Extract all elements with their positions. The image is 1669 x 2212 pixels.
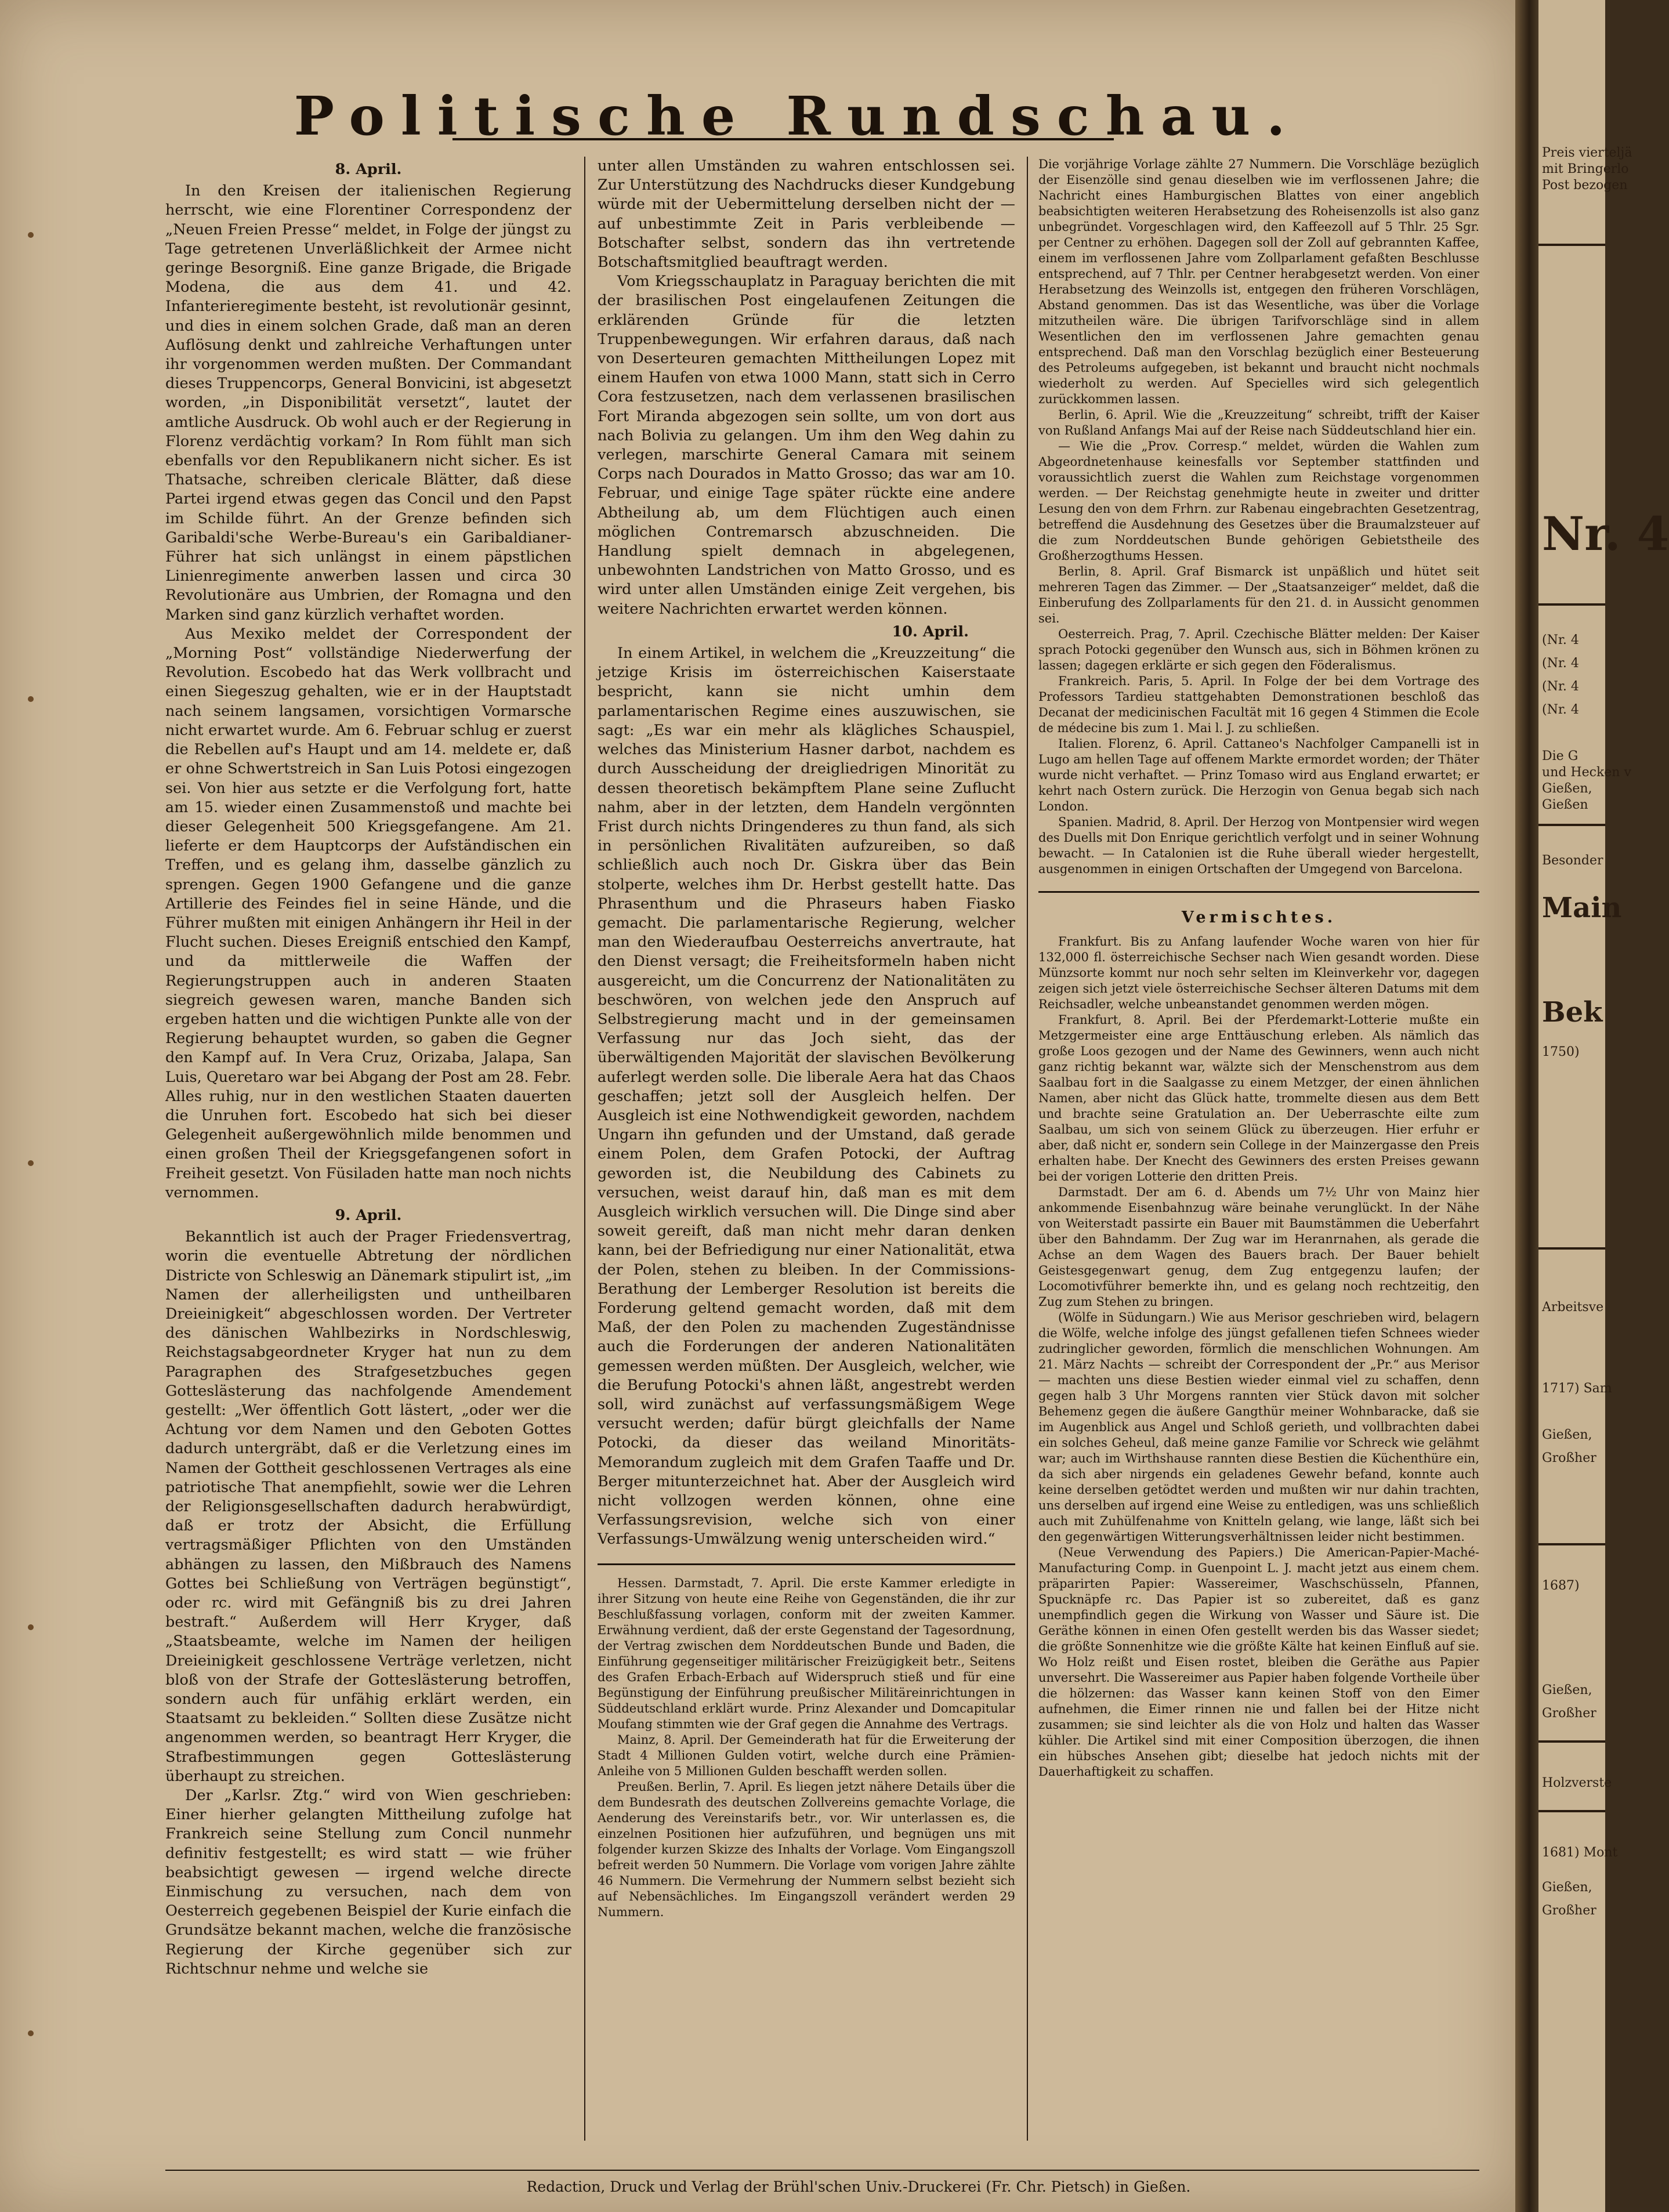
article-column-1 [165,157,571,2170]
adjacent-page-rule [1538,1543,1605,1545]
adjacent-page-text: Post bezogen [1542,178,1628,193]
article-paragraph: Oesterreich. Prag, 7. April. Czechische Blätter melden: Der Kaiser sprach Potocki gegenüber den Wunsch aus, sich in Böhmen krönen zu lassen; dagegen erklärte er sich gegen den Föderalismus. [1038,627,1479,672]
adjacent-page-rule [1538,1740,1605,1743]
binding-margin [23,0,41,2212]
column-rule [584,157,585,2141]
adjacent-page-text: Bek [1542,996,1603,1029]
dateline: 9. April. [335,1206,402,1224]
adjacent-page-text: 1687) [1542,1579,1580,1593]
article-paragraph: Mainz, 8. April. Der Gemeinderath hat für die Erweiterung der Stadt 4 Millionen Gulden votirt, welche durch eine Prämien-Anleihe von 5 Millionen Gulden beschafft werden sollen. [598,1732,1015,1778]
adjacent-page-text: Main [1542,892,1622,924]
adjacent-page-text: Gießen [1542,798,1588,812]
article-paragraph: Der „Karlsr. Ztg.“ wird von Wien geschrieben: Einer hierher gelangten Mittheilung zufolge hat Frankreich seine Stellung zum Concil nunmehr definitiv festgestellt; es wird statt — wie früher beabsichtigt gewesen — irgend welche directe Einmischung zu versuchen, nach dem von Oesterreich gegebenen Beispiel der Kurie einfach die Grundsätze bekannt machen, welche die französische Regierung der Kirche gegenüber sich zur Richtschnur nehme und welche sie [165,1787,571,1978]
adjacent-page-text: Gießen, [1542,1428,1592,1442]
section-heading: Vermischtes. [1181,908,1337,926]
column-rule [1027,157,1028,2141]
article-column-2 [598,157,1015,2170]
article-paragraph: Frankfurt. Bis zu Anfang laufender Woche waren von hier für 132,000 fl. österreichische Sechser nach Wien gesandt worden. Diese Münzsorte kommt nur noch sehr selten im Kleinverkehr vor, dagegen zeigen sich jetzt viele österreichische Sechser älteren Datums mit dem Reichsadler, welche unbeanstandet genommen werden mögen. [1038,935,1479,1012]
section-divider [1038,891,1479,893]
article-paragraph: (Neue Verwendung des Papiers.) Die American-Papier-Maché-Manufacturing Comp. in Guenpoint L. J. macht jetzt aus einem chem. präparirten Papier: Wassereimer, Waschschüsseln, Pfannen, Spucknäpfe rc. Das Papier ist so zubereitet, daß es ganz unempfindlich gegen die Wirkung von Wasser und Säure ist. Die Geräthe können in einen Ofen gestellt werden bis das Wasser siedet; die größte Sonnenhitze wie die größte Kälte hat keinen Einfluß auf sie. Wo Holz reißt und Eisen rostet, bleiben die Geräthe aus Papier unversehrt. Die Wassereimer aus Papier haben folgende Vortheile über die hölzernen: das Wasser kann keinen Stoff von den Eimer aufnehmen, die Eimer rinnen nie und fallen bei der Hitze nicht zusammen; sie sind leichter als die von Holz und halten das Wasser kühler. Die Artikel sind mit einer Composition überzogen, die ihnen ein hübsches Ansehen gibt; dieselbe hat jedoch nichts mit der Dauerhaftigkeit zu schaffen. [1038,1545,1479,1779]
article-paragraph: (Wölfe in Südungarn.) Wie aus Merisor geschrieben wird, belagern die Wölfe, welche infolge des jüngst gefallenen tiefen Schnees wieder zudringlicher geworden, förmlich die menschlichen Wohnungen. Am 21. März Nachts — schreibt der Correspondent der „Pr.“ aus Merisor — machten uns diese Bestien wieder einmal viel zu schaffen, denn gegen halb 3 Uhr Morgens rannten vier Stück davon mit solcher Behemenz gegen die äußere Gangthür meiner Wohnbaracke, daß sie im Augenblick aus Angel und Schloß gerieth, und vollbrachten dabei ein solches Geheul, daß meine ganze Familie vor Schreck wie gelähmt war; auch im Wirthshause rannten diese Bestien die Küchenthüre ein, da sich aber nirgends ein geladenes Gewehr befand, konnte auch keine derselben getödtet werden und mußten wir nur dahin trachten, uns derselben auf irgend eine Weise zu entledigen, was uns schließlich auch mit Zuhülfenahme von Knitteln gelang, wie lange, läßt sich bei den gegenwärtigen Witterungsverhältnissen leider nicht bestimmen. [1038,1310,1479,1544]
section-divider [598,1563,1015,1565]
adjacent-page-fragment [1538,0,1669,2212]
adjacent-page-text: (Nr. 4 [1542,703,1579,717]
adjacent-page-text: Großher [1542,1706,1596,1721]
adjacent-page-text: Gießen, [1542,1683,1592,1697]
title-rule [452,138,1114,140]
adjacent-page-rule [1538,603,1605,606]
article-paragraph: Hessen. Darmstadt, 7. April. Die erste Kammer erledigte in ihrer Sitzung von heute eine Reihe von Gegenständen, die ihr zur Beschlußfassung vorlagen, conform mit der zweiten Kammer. Erwähnung verdient, daß der erste Gegenstand der Tagesordnung, der Vertrag zwischen dem Norddeutschen Bunde und Baden, die Einführung gegenseitiger militärischer Freizügigkeit betr., Seitens des Grafen Erbach-Erbach auf Widerspruch stieß und für eine Begünstigung der Einführung preußischer Militäreinrichtungen in Süddeutschland erklärt wurde. Prinz Alexander und Domcapitular Moufang stimmten wie der Graf gegen die Annahme des Vertrags. [598,1576,1015,1731]
article-paragraph: Spanien. Madrid, 8. April. Der Herzog von Montpensier wird wegen des Duells mit Don Enrique gerichtlich verfolgt und in seiner Wohnung bewacht. — In Catalonien ist die Ruhe überall wieder hergestellt, ausgenommen in einigen Ortschaften der Umgegend von Barcelona. [1038,815,1479,876]
article-paragraph: — Wie die „Prov. Corresp.“ meldet, würden die Wahlen zum Abgeordnetenhause keinesfalls vor September stattfinden und voraussichtlich zuerst die Wahlen zum Reichstage vorgenommen werden. — Der Reichstag genehmigte heute in zweiter und dritter Lesung den von dem Frhrn. zur Rabenau eingebrachten Gesetzentrag, betreffend die Ausdehnung des Gesetzes über die Braumalzsteuer auf die zum Norddeutschen Bunde gehörigen Gebietstheile des Großherzogthums Hessen. [1038,439,1479,563]
imprint-footer: Redaction, Druck und Verlag der Brühl'schen Univ.-Druckerei (Fr. Chr. Pietsch) in Gießen. [526,2178,1191,2195]
article-paragraph: Berlin, 6. April. Wie die „Kreuzzeitung“ schreibt, trifft der Kaiser von Rußland Anfangs Mai auf der Reise nach Süddeutschland hier ein. [1038,408,1479,437]
book-gutter [1515,0,1538,2212]
adjacent-page-text: Großher [1542,1451,1596,1465]
article-column-3 [1038,157,1479,2170]
article-paragraph: Frankreich. Paris, 5. April. In Folge der bei dem Vortrage des Professors Tardieu stattgehabten Demonstrationen beschloß das Decanat der medicinischen Facultät mit 16 gegen 4 Stimmen die Ecole de médecine bis zum 1. Mai l. J. zu schließen. [1038,674,1479,735]
adjacent-page-text: und Hecken v [1542,765,1631,780]
adjacent-page-text: Gießen, [1542,1880,1592,1895]
adjacent-page-text: 1750) [1542,1045,1580,1059]
article-paragraph: Darmstadt. Der am 6. d. Abends um 7½ Uhr von Mainz hier ankommende Eisenbahnzug wäre beinahe verunglückt. In der Nähe von Weiterstadt passirte ein Bauer mit Baumstämmen die Ueberfahrt über den Bahndamm. Der Zug war im Heranrnahen, als gerade die Achse an dem Wagen des Bauers brach. Der Bauer behielt Geistesgegenwart genug, dem Zug entgegenzu laufen; der Locomotivführer bemerkte ihn, und es gelang noch rechtzeitig, den Zug zum Stehen zu bringen. [1038,1185,1479,1309]
article-paragraph: In den Kreisen der italienischen Regierung herrscht, wie eine Florentiner Correspondenz der „Neuen Freien Presse“ meldet, in Folge der jüngst zu Tage getretenen Unverläßlichkeit der Armee nicht geringe Besorgniß. Eine ganze Brigade, die Brigade Modena, die aus dem 41. und 42. Infanterieregimente besteht, ist revolutionär gesinnt, und dies in einem solchen Grade, daß man an deren Auflösung denkt und zahlreiche Verhaftungen unter ihr vorgenommen werden mußten. Der Commandant dieses Truppencorps, General Bonvicini, ist abgesetzt worden, „in Disponibilität versetzt“, lautet der amtliche Ausdruck. Ob wohl auch er der Regierung in Florenz verdächtig vorkam? In Rom fühlt man sich ebenfalls vor den Republikanern nicht sicher. Es ist Thatsache, schreiben clericale Blätter, daß diese Partei irgend etwas gegen das Concil und den Papst im Schilde führt. An der Grenze befinden sich Garibaldi'sche Werbe-Bureau's ein Garibaldianer-Führer hat sich unlängst in einem päpstlichen Linienregimente anwerben lassen und circa 30 Revolutionäre aus Umbrien, der Romagna und den Marken sind ganz kürzlich verhaftet worden. [165,182,571,624]
binding-hole [28,1160,34,1166]
adjacent-page-rule [1538,1247,1605,1250]
adjacent-page-text: 1717) Sam [1542,1381,1612,1396]
article-paragraph: unter allen Umständen zu wahren entschlossen sei. Zur Unterstützung des Nachdrucks dieser Kundgebung würde mit der Uebermittelung derselben nicht der — auf unbestimmte Zeit in Paris verbleibende — Botschafter selbst, sondern das ihn vertretende Botschaftsmitglied beauftragt werden. [598,157,1015,271]
article-paragraph: Preußen. Berlin, 7. April. Es liegen jetzt nähere Details über die dem Bundesrath des deutschen Zollvereins gemachte Vorlage, die Aenderung des Vereinstarifs betr., vor. Wir unterlassen es, die einzelnen Positionen hier aufzuführen, und begnügen uns mit folgender kurzen Skizze des Inhalts der Vorlage. Vom Eingangszoll befreit werden 50 Nummern. Die Vorlage vom vorigen Jahre zählte 46 Nummern. Die Vermehrung der Nummern selbst bezieht sich auf Nebensächliches. Im Eingangszoll verändert werden 29 Nummern. [598,1779,1015,1919]
adjacent-page-text: 1681) Mont [1542,1845,1618,1860]
adjacent-page-text: Gießen, [1542,781,1592,796]
page-title: Politische Rundschau. [294,85,1302,147]
article-paragraph: Die vorjährige Vorlage zählte 27 Nummern. Die Vorschläge bezüglich der Eisenzölle sind genau dieselben wie im verflossenen Jahre; die Nachricht eines Hamburgischen Blattes von einer angeblich beabsichtigten weiteren Herabsetzung des Roheisenzolls ist also ganz unbegründet. Vorgeschlagen wird, den Kaffeezoll auf 5 Thlr. 25 Sgr. per Centner zu erhöhen. Dagegen soll der Zoll auf gebrannten Kaffee, einem im verflossenen Jahre vom Zollparlament gefaßten Beschlusse entsprechend, auf 7 Thlr. per Centner herabgesetzt werden. Von einer Herabsetzung des Weinzolls ist, entgegen den früheren Vorschlägen, Abstand genommen. Das ist das Wesentliche, was über die Vorlage mitzutheilen wäre. Die übrigen Tarifvorschläge sind in allem Wesentlichen den im verflossenen Jahre gemachten genau entsprechend. Daß man den Vorschlag bezüglich einer Besteuerung des Petroleums aufgegeben, ist bekannt und braucht nicht nochmals wiederholt zu werden. Auf Specielles wird sich gelegentlich zurückkommen lassen. [1038,157,1479,406]
article-paragraph: Aus Mexiko meldet der Correspondent der „Morning Post“ vollständige Niederwerfung der Revolution. Escobedo hat das Werk vollbracht und einen Siegeszug gehalten, wie er in der Hauptstadt nach seinem langsamen, vorsichtigen Vormarsche nicht erwartet wurde. Am 6. Februar schlug er zuerst die Rebellen auf's Haupt und am 14. meldete er, daß er ohne Schwertstreich in San Luis Potosi eingezogen sei. Von hier aus setzte er die Verfolgung fort, hatte am 15. wieder einen Zusammenstoß und machte bei dieser Gelegenheit 500 Kriegsgefangene. Am 21. lieferte er dem Hauptcorps der Aufständischen ein Treffen, und es gelang ihm, dasselbe gänzlich zu sprengen. Gegen 1900 Gefangene und die ganze Artillerie des Feindes fiel in seine Hände, und die Führer mußten mit einigen Anhängern ihr Heil in der Flucht suchen. Dieses Ereigniß entschied den Kampf, und da mittlerweile die Waffen der Regierungstruppen auch in anderen Staaten siegreich gewesen waren, manche Banden sich ergeben hatten und die wichtigen Punkte alle von der Regierung behauptet wurden, so gaben die Gegner den Kampf auf. In Vera Cruz, Orizaba, Jalapa, San Luis, Queretaro war bei Abgang der Post am 28. Febr. Alles ruhig, nur in den westlichen Staaten dauerten die Unruhen fort. Escobedo hat sich bei dieser Gelegenheit außergewöhnlich milde benommen und einen großen Theil der Kriegsgefangenen sofort in Freiheit gesetzt. Von Füsiladen hatte man noch nichts vernommen. [165,625,571,1201]
adjacent-page-rule [1538,824,1605,826]
adjacent-page-text: mit Bringerlo [1542,162,1629,176]
footer-rule [165,2170,1479,2171]
article-paragraph: Berlin, 8. April. Graf Bismarck ist unpäßlich und hütet seit mehreren Tagen das Zimmer. — Der „Staatsanzeiger“ meldet, daß die Einberufung des Zollparlaments für den 21. d. in Aussicht genommen sei. [1038,564,1479,625]
adjacent-page-text: Großher [1542,1903,1596,1918]
binding-hole [28,2030,34,2036]
adjacent-page-text: Die G [1542,749,1579,763]
dateline: 8. April. [335,161,402,178]
binding-hole [28,696,34,702]
adjacent-page-rule [1538,1810,1605,1812]
adjacent-page-text: Nr. 4 [1542,506,1669,561]
adjacent-page-text: (Nr. 4 [1542,633,1579,647]
adjacent-page-text: Arbeitsve [1542,1300,1604,1315]
adjacent-page-text: (Nr. 4 [1542,679,1579,694]
article-paragraph: In einem Artikel, in welchem die „Kreuzzeitung“ die jetzige Krisis im österreichischen Kaiserstaate bespricht, kann sie nicht umhin dem parlamentarischen Regime eines auszuwischen, sie sagt: „Es war ein mehr als klägliches Schauspiel, welches das Ministerium Hasner darbot, nachdem es durch Ausscheidung der dreigliedrigen Minorität zu dessen theoretisch bekämpftem Plane seine Zuflucht nahm, aber in der letzten, dem Handeln vergönnten Frist durch nichts Dringenderes zu thun fand, als sich in persönlichen Rivalitäten aufzureiben, so daß schließlich auch noch Dr. Giskra über das Bein stolperte, welches ihm Dr. Herbst gestellt hatte. Das Phrasenthum und die Phraseurs haben Fiasko gemacht. Die parlamentarische Regierung, welcher man den Wiederaufbau Oesterreichs anvertraute, hat den Dienst versagt; die Freiheitsformeln haben nicht ausgereicht, um die Concurrenz der Nationalitäten zu beschwören, von welchen jede den Anspruch auf Selbstregierung macht und in der gemeinsamen Verfassung nur das Joch sieht, das der überwältigenden Majorität der slavischen Bevölkerung auferlegt werden solle. Die liberale Aera hat das Chaos geschaffen; jetzt soll der Ausgleich helfen. Der Ausgleich ist eine Nothwendigkeit geworden, nachdem Ungarn ihn gefunden und der Umstand, daß gerade einem Polen, dem Grafen Potocki, der Auftrag geworden ist, die Neubildung des Cabinets zu versuchen, weist darauf hin, daß man es mit dem Ausgleich wirklich versuchen will. Die Dinge sind aber soweit gereift, daß man nicht mehr daran denken kann, bei der Befriedigung nur einer Nationalität, etwa der Polen, stehen zu bleiben. In der Commissions-Berathung der Lemberger Resolution ist bereits die Forderung geltend gemacht worden, daß mit dem Maß, der den Polen zu machenden Zugeständnisse auch die Forderungen der anderen Nationalitäten gemessen werden müßten. Der Ausgleich, welcher, wie die Berufung Potocki's ahnen läßt, angestrebt werden soll, wird zunächst auf verfassungsmäßigem Wege versucht werden; dafür bürgt gleichfalls der Name Potocki, da dieser das weiland Minoritäts-Memorandum zugleich mit dem Grafen Taaffe und Dr. Berger mitunterzeichnet hat. Aber der Ausgleich wird nicht vollzogen werden können, ohne eine Verfassungsrevision, welche sich von einer Verfassungs-Umwälzung wenig unterscheiden wird.“ [598,645,1015,1548]
adjacent-page-text: (Nr. 4 [1542,656,1579,671]
adjacent-page-rule [1538,244,1605,246]
binding-hole [28,232,34,238]
adjacent-page-text: Preis vierteljä [1542,146,1632,160]
article-paragraph: Italien. Florenz, 6. April. Cattaneo's Nachfolger Campanelli ist in Lugo am hellen Tage auf offenem Markte ermordet worden; der Thäter wurde nicht verhaftet. — Prinz Tomaso wird aus England erwartet; er kehrt nach Ostern zurück. Die Herzogin von Genua begab sich nach London. [1038,737,1479,813]
article-paragraph: Bekanntlich ist auch der Prager Friedensvertrag, worin die eventuelle Abtretung der nördlichen Districte von Schleswig an Dänemark stipulirt ist, „im Namen der allerheiligsten und untheilbaren Dreieinigkeit“ abgeschlossen worden. Der Vertreter des dänischen Wahlbezirks in Nordschleswig, Reichstagsabgeordneter Kryger hat nun zu dem Paragraphen des Strafgesetzbuches gegen Gotteslästerung das nachfolgende Amendement gestellt: „Wer öffentlich Gott lästert, „oder wer die Achtung vor dem Namen und den Geboten Gottes dadurch untergräbt, daß er die Verletzung eines im Namen der Gottheit geschlossenen Vertrages als eine patriotische That anempfiehlt, sowie wer die Lehren der Religionsgesellschaften dadurch herabwürdigt, daß er trotz der Absicht, die Erfüllung vertragsmäßiger Pflichten von den Umständen abhängen zu lassen, den Mißbrauch des Namens Gottes bei Schließung von Verträgen begünstigt“, oder rc. wird mit Gefängniß bis zu drei Jahren bestraft.“ Außerdem will Herr Kryger, daß „Staatsbeamte, welche im Namen der heiligen Dreieinigkeit geschlossene Verträge verletzen, nicht bloß von der Strafe der Gotteslästerung betroffen, sondern auch für unfähig erklärt werden, ein Staatsamt zu bekleiden.“ Sollten diese Zusätze nicht angenommen werden, so beantragt Herr Kryger, die Strafbestimmungen gegen Gotteslästerung überhaupt zu streichen. [165,1228,571,1785]
dateline: 10. April. [892,622,969,640]
adjacent-page-text: Holzverste [1542,1776,1612,1790]
article-paragraph: Vom Kriegsschauplatz in Paraguay berichten die mit der brasilischen Post eingelaufenen Zeitungen die erklärenden Gründe für die letzten Truppenbewegungen. Wir erfahren daraus, daß nach von Deserteuren gemachten Mittheilungen Lopez mit einem Haufen von etwa 1000 Mann, statt sich in Cerro Cora festzusetzen, nach dem verlassenen brasilischen Fort Miranda abgezogen sein sollte, um von dort aus nach Bolivia zu gelangen. Um ihm den Weg dahin zu verlegen, marschirte General Camara mit seinem Corps nach Dourados in Matto Grosso; das war am 10. Februar, und einige Tage später rückte eine andere Abtheilung ab, um dem Flüchtigen auch einen möglichen Contremarsch abzuschneiden. Die Handlung spielt demnach in abgelegenen, unbewohnten Landstrichen von Matto Grosso, und es wird unter allen Umständen einige Zeit vergehen, bis weitere Nachrichten erwartet werden können. [598,273,1015,618]
adjacent-page-text: Besonder [1542,853,1603,868]
article-paragraph: Frankfurt, 8. April. Bei der Pferdemarkt-Lotterie mußte ein Metzgermeister eine arge Enttäuschung erleben. Als nämlich das große Loos gezogen und der Name des Gewinners, wenn auch nicht ganz richtig bekannt war, wälzte sich der Menschenstrom aus dem Saalbau fort in die Saalgasse zu einem Metzger, der einen ähnlichen Namen, aber nicht das Glück hatte, trommelte diesen aus dem Bett und brachte seine Gratulation an. Der Ueberraschte eilte zum Saalbau, um sich von seinem Glück zu überzeugen. Hier erfuhr er aber, daß nicht er, sondern sein College in der Mainzergasse den Preis erhalten habe. Der Knecht des Gewinners des ersten Preises gewann bei der vorigen Lotterie den dritten Preis. [1038,1013,1479,1184]
binding-hole [28,1624,34,1630]
